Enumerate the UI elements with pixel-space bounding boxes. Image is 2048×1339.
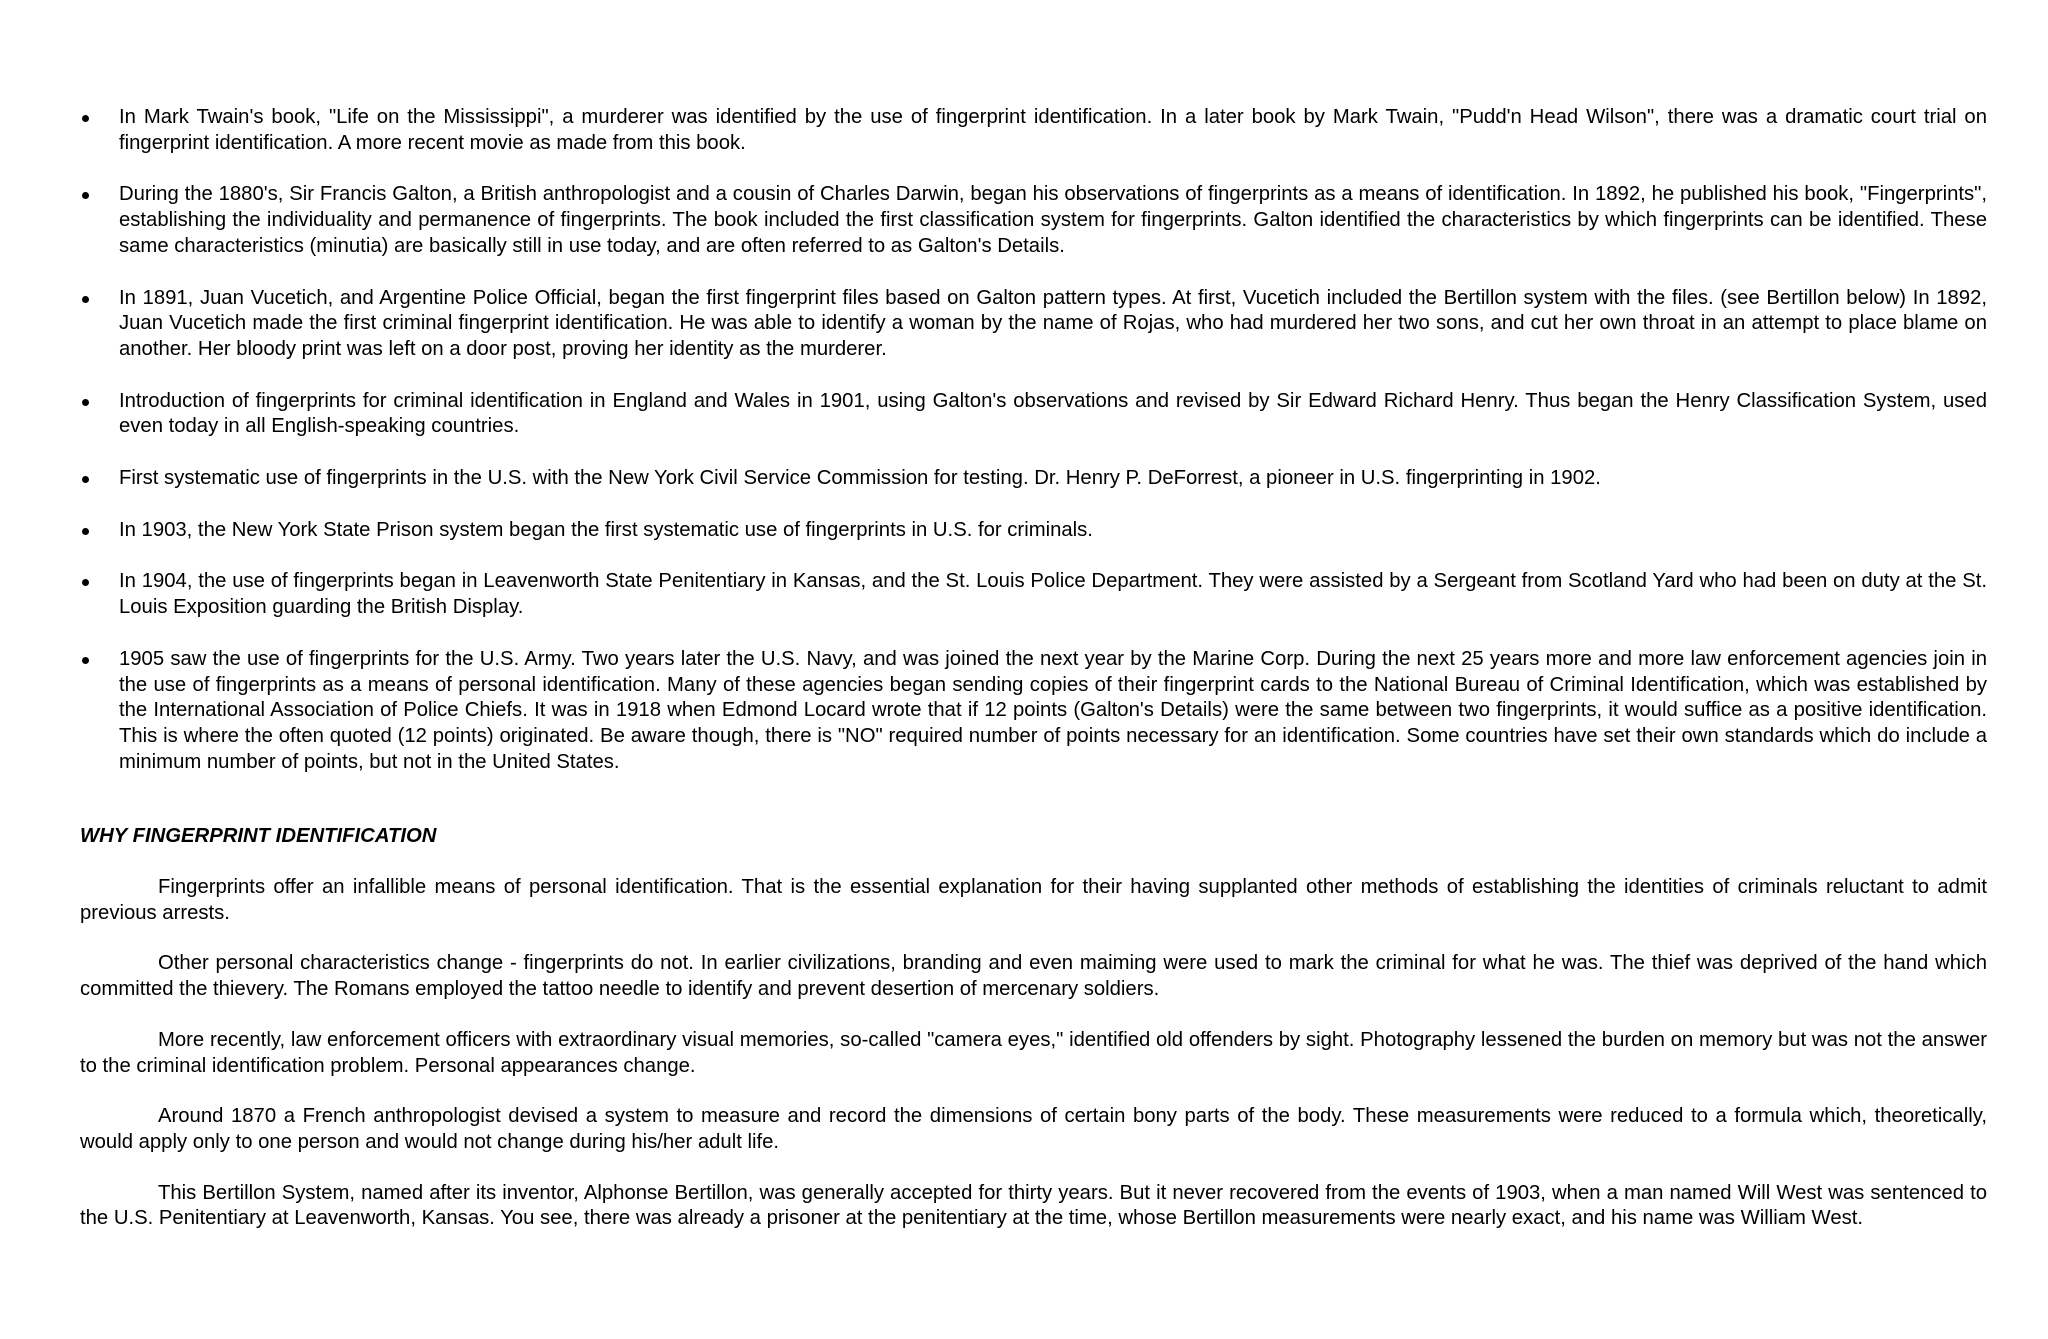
list-item <box>80 647 1987 776</box>
body-paragraph: Fingerprints offer an infallible means of personal identification. That is the essential explanation for their having supplanted other methods of establishing the identities of criminals reluctant to admit previous arrests. <box>80 876 1987 924</box>
bullet-text: First systematic use of fingerprints in the U.S. with the New York Civil Service Commission for testing. Dr. Henry P. DeForrest, a pioneer in U.S. fingerprinting in 1902. <box>119 467 1601 490</box>
list-item <box>80 286 1987 363</box>
body-paragraph: More recently, law enforcement officers with extraordinary visual memories, so-called "camera eyes," identified old offenders by sight. Photography lessened the burden on memory but was not the answer to the criminal identification problem. Personal appearances change. <box>80 1028 1987 1077</box>
document-page <box>80 105 1987 1257</box>
history-bullet-list <box>80 105 1987 775</box>
bullet-icon <box>82 192 89 199</box>
bullet-icon <box>82 657 89 664</box>
bullet-icon <box>82 528 89 535</box>
list-item <box>80 182 1987 259</box>
bullet-icon <box>82 399 89 406</box>
list-item <box>80 518 1987 544</box>
bullet-text: 1905 saw the use of fingerprints for the U.S. Army. Two years later the U.S. Navy, and was joined the next year by the Marine Corp. During the next 25 years more and more law enforcement agencies join in the use of fingerprints as a means of personal identification. Many of these agencies began sending copies of their fingerprint cards to the National Bureau of Criminal Identification, which was established by the International Association of Police Chiefs. It was in 1918 when Edmond Locard wrote that if 12 points (Galton's Details) were the same between two fingerprints, it would suffice as a positive identification. This is where the often quoted (12 points) originated. Be aware though, there is "NO" required number of points necessary for an identification. Some countries have set their own standards which do include a minimum number of points, but not in the United States. <box>119 647 1987 773</box>
body-paragraph: This Bertillon System, named after its inventor, Alphonse Bertillon, was generally accepted for thirty years. But it never recovered from the events of 1903, when a man named Will West was sentenced to the U.S. Penitentiary at Leavenworth, Kansas. You see, there was already a prisoner at the penitentiary at the time, whose Bertillon measurements were nearly exact, and his name was William West. <box>80 1181 1987 1230</box>
bullet-icon <box>82 296 89 303</box>
bullet-icon <box>82 579 89 586</box>
list-item <box>80 569 1987 620</box>
list-item <box>80 466 1987 492</box>
body-paragraph: Around 1870 a French anthropologist devised a system to measure and record the dimensions of certain bony parts of the body. These measurements were reduced to a formula which, theoretically, would apply only to one person and would not change during his/her adult life. <box>80 1105 1987 1153</box>
section-heading: WHY FINGERPRINT IDENTIFICATION <box>80 825 437 848</box>
body-paragraph: Other personal characteristics change - fingerprints do not. In earlier civilizations, branding and even maiming were used to mark the criminal for what he was. The thief was deprived of the hand which committed the thievery. The Romans employed the tattoo needle to identify and prevent desertion of mercenary soldiers. <box>80 952 1987 1001</box>
list-item <box>80 105 1987 156</box>
bullet-text: In 1903, the New York State Prison system began the first systematic use of fingerprints in U.S. for criminals. <box>119 518 1093 541</box>
bullet-text: In 1904, the use of fingerprints began in Leavenworth State Penitentiary in Kansas, and the St. Louis Police Department. They were assisted by a Sergeant from Scotland Yard who had been on duty at the St. Louis Exposition guarding the British Display. <box>119 570 1987 619</box>
bullet-icon <box>82 115 89 122</box>
bullet-text: Introduction of fingerprints for criminal identification in England and Wales in 1901, using Galton's observations and revised by Sir Edward Richard Henry. Thus began the Henry Classification System, used even today in all English-speaking countries. <box>119 389 1987 438</box>
bullet-text: During the 1880's, Sir Francis Galton, a British anthropologist and a cousin of Charles Darwin, began his observations of fingerprints as a means of identification. In 1892, he published his book, "Fingerprints", establishing the individuality and permanence of fingerprints. The book included the first classification system for fingerprints. Galton identified the characteristics by which fingerprints can be identified. These same characteristics (minutia) are basically still in use today, and are often referred to as Galton's Details. <box>119 183 1987 257</box>
list-item <box>80 389 1987 440</box>
bullet-icon <box>82 476 89 483</box>
bullet-text: In 1891, Juan Vucetich, and Argentine Police Official, began the first fingerprint files based on Galton pattern types. At first, Vucetich included the Bertillon system with the files. (see Bertillon below) In 1892, Juan Vucetich made the first criminal fingerprint identification. He was able to identify a woman by the name of Rojas, who had murdered her two sons, and cut her own throat in an attempt to place blame on another. Her bloody print was left on a door post, proving her identity as the murderer. <box>119 286 1987 360</box>
bullet-text: In Mark Twain's book, "Life on the Mississippi", a murderer was identified by the use of fingerprint identification. In a later book by Mark Twain, "Pudd'n Head Wilson", there was a dramatic court trial on fingerprint identification. A more recent movie as made from this book. <box>119 106 1987 154</box>
